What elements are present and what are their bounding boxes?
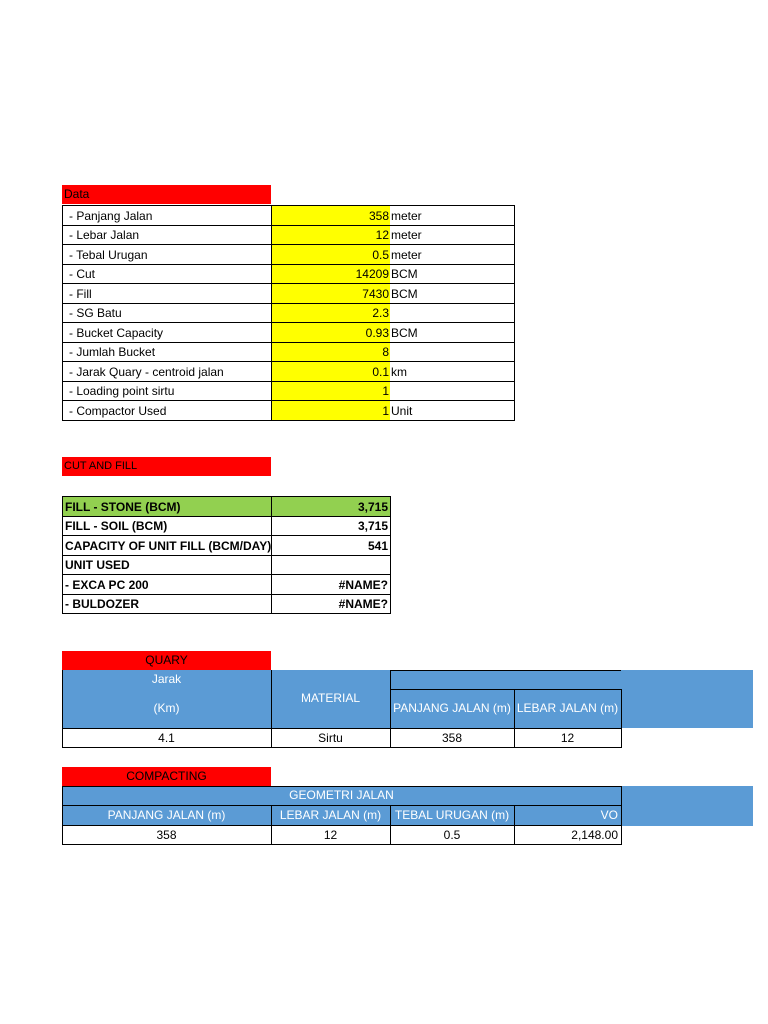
cut-fill-row-value: 541 <box>271 535 391 555</box>
data-row-value: 0.1 <box>271 361 390 381</box>
cut-fill-row-value: 3,715 <box>271 516 391 535</box>
cut-fill-row-value <box>271 555 391 574</box>
data-row-value: 14209 <box>271 264 390 283</box>
cut-fill-row-label: - EXCA PC 200 <box>62 574 271 594</box>
data-row-label: - Lebar Jalan <box>62 225 271 244</box>
cut-fill-header: CUT AND FILL <box>62 457 271 476</box>
compacting-col-tebal: TEBAL URUGAN (m) <box>394 808 510 822</box>
quary-lebar-value: 12 <box>560 731 575 745</box>
cut-fill-row-label: FILL - SOIL (BCM) <box>62 516 271 535</box>
compacting-tebal-value: 0.5 <box>443 828 461 842</box>
quary-col-jarak-line1: Jarak <box>151 672 182 686</box>
data-row-label: - Fill <box>62 283 271 303</box>
data-row-label: - SG Batu <box>62 303 271 322</box>
data-row-label: - Jarak Quary - centroid jalan <box>62 361 271 381</box>
data-row-unit: km <box>390 361 515 381</box>
data-row-label: - Loading point sirtu <box>62 381 271 400</box>
data-row-label: - Cut <box>62 264 271 283</box>
data-row-label: - Tebal Urugan <box>62 244 271 264</box>
data-row-value: 358 <box>271 205 390 225</box>
data-row-unit: meter <box>390 244 515 264</box>
data-row-value: 7430 <box>271 283 390 303</box>
cut-fill-row-label: - BULDOZER <box>62 594 271 613</box>
data-row-label: - Jumlah Bucket <box>62 342 271 361</box>
data-row-unit: BCM <box>390 322 515 342</box>
quary-col-material: MATERIAL <box>300 691 361 705</box>
quary-col-lebar: LEBAR JALAN (m) <box>516 701 619 715</box>
cut-fill-row-label: UNIT USED <box>62 555 271 574</box>
quary-panjang-value: 358 <box>441 731 463 745</box>
compacting-panjang-value: 358 <box>156 828 177 842</box>
quary-header: QUARY <box>62 651 271 670</box>
data-row-value: 8 <box>271 342 390 361</box>
data-row-value: 0.5 <box>271 244 390 264</box>
data-row-label: - Compactor Used <box>62 400 271 420</box>
quary-jarak-value: 4.1 <box>158 731 175 745</box>
data-row-unit <box>390 342 515 361</box>
data-row-value: 12 <box>271 225 390 244</box>
compacting-lebar-value: 12 <box>323 828 338 842</box>
data-row-label: - Bucket Capacity <box>62 322 271 342</box>
data-row-unit: meter <box>390 225 515 244</box>
compacting-col-vol: VO <box>600 808 618 822</box>
cut-fill-row-label: FILL - STONE (BCM) <box>62 496 271 516</box>
data-row-unit <box>390 303 515 322</box>
data-header: Data <box>62 185 271 204</box>
data-row-label: - Panjang Jalan <box>62 205 271 225</box>
data-row-unit: BCM <box>390 283 515 303</box>
quary-col-panjang: PANJANG JALAN (m) <box>393 701 511 715</box>
data-row-value: 1 <box>271 400 390 420</box>
compacting-col-panjang: PANJANG JALAN (m) <box>107 808 226 822</box>
quary-col-jarak-line2: (Km) <box>153 701 180 715</box>
cut-fill-row-value: #NAME? <box>271 574 391 594</box>
data-row-unit: meter <box>390 205 515 225</box>
compacting-vol-value: 2,148.00 <box>571 828 618 842</box>
data-row-unit: Unit <box>390 400 515 420</box>
data-row-unit: BCM <box>390 264 515 283</box>
data-row-value: 2.3 <box>271 303 390 322</box>
cut-fill-row-label: CAPACITY OF UNIT FILL (BCM/DAY) <box>62 535 271 555</box>
compacting-col-lebar: LEBAR JALAN (m) <box>279 808 382 822</box>
cut-fill-row-value: 3,715 <box>271 496 391 516</box>
cut-fill-row-value: #NAME? <box>271 594 391 613</box>
quary-material-value: Sirtu <box>318 731 343 745</box>
compacting-group-label: GEOMETRI JALAN <box>289 788 394 802</box>
compacting-header: COMPACTING <box>62 767 271 786</box>
data-row-value: 0.93 <box>271 322 390 342</box>
data-row-value: 1 <box>271 381 390 400</box>
data-row-unit <box>390 381 515 400</box>
